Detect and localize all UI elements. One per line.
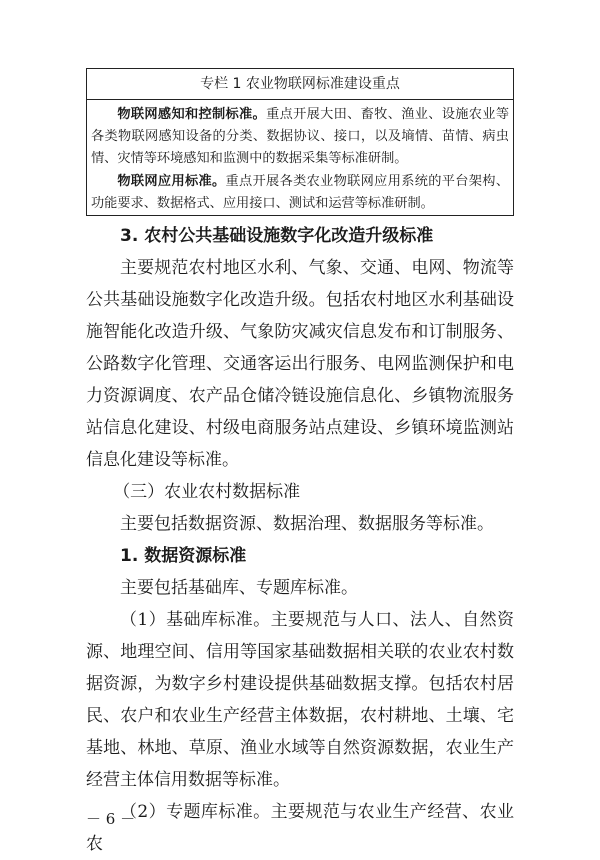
sidebar-item-text: 重点开展各类农业物联网应用系统的平台架构、功能要求、数据格式、应用接口、测试和运营等标准研制。 bbox=[91, 174, 510, 211]
paragraph: 主要规范农村地区水利、气象、交通、电网、物流等公共基础设施数字化改造升级。包括农村地区水利基础设施智能化改造升级、气象防灾减灾信息发布和订制服务、公路数字化管理、交通客运出行服务、电网监测保护和电力资源调度、农产品仓储冷链设施信息化、乡镇物流服务站信息化建设、村级电商服务站点建设、乡镇环境监测站信息化建设等标准。 bbox=[86, 258, 514, 470]
paragraph: （1）基础库标准。主要规范与人口、法人、自然资源、地理空间、信用等国家基础数据相关联的农业农村数据资源，为数字乡村建设提供基础数据支撑。包括农村居民、农户和农业生产经营主体数据，农村耕地、土壤、宅基地、林地、草原、渔业水域等自然资源数据，农业生产经营主体信用数据等标准。 bbox=[86, 610, 514, 790]
paragraph: 主要包括基础库、专题库标准。 bbox=[120, 578, 358, 598]
sidebar-box-title: 专栏 1 农业物联网标准建设重点 bbox=[87, 69, 513, 100]
sidebar-box-body bbox=[87, 100, 513, 215]
sidebar-box bbox=[86, 68, 514, 216]
sidebar-item-label: 物联网感知和控制标准。 bbox=[117, 107, 267, 122]
sidebar-item bbox=[91, 171, 509, 215]
sidebar-item-label: 物联网应用标准。 bbox=[117, 174, 226, 189]
sidebar-item-text: 重点开展大田、畜牧、渔业、设施农业等各类物联网感知设备的分类、数据协议、接口，以及墒情、苗情、病虫情、灾情等环境感知和监测中的数据采集等标准研制。 bbox=[91, 107, 510, 166]
heading-data-resource-standards: 1. 数据资源标准 bbox=[120, 546, 247, 566]
sidebar-item bbox=[91, 104, 509, 170]
paragraph: 主要包括数据资源、数据治理、数据服务等标准。 bbox=[120, 514, 494, 534]
paragraph: （2）专题库标准。主要规范与农业生产经营、农业农 bbox=[86, 802, 514, 854]
section-heading-data-standards: （三）农业农村数据标准 bbox=[113, 482, 301, 502]
heading-rural-infrastructure: 3. 农村公共基础设施数字化改造升级标准 bbox=[120, 226, 434, 246]
page-number: － 6 － bbox=[86, 810, 136, 828]
main-content bbox=[86, 220, 514, 860]
